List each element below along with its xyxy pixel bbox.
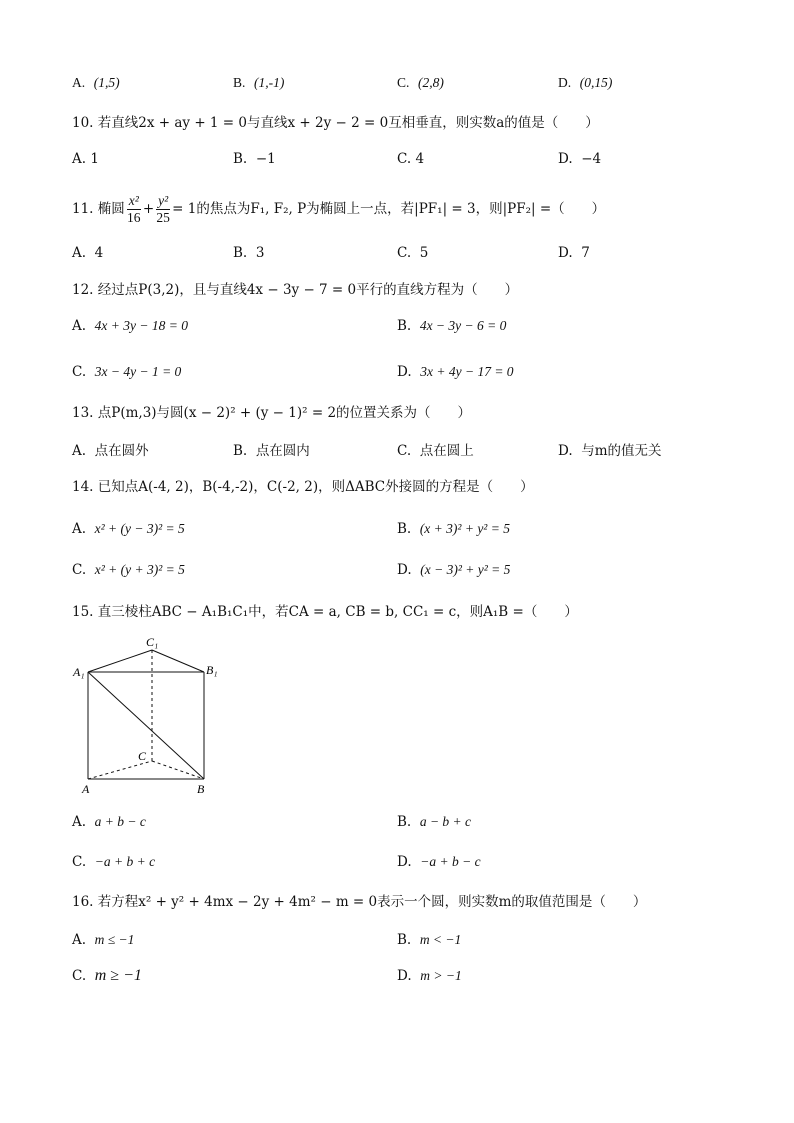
option-text: 1 <box>90 151 99 167</box>
q16-option-a <box>72 930 134 950</box>
option-label: A. <box>72 318 87 334</box>
option-label: B. <box>397 932 412 948</box>
option-text: 点在圆外 <box>94 443 149 459</box>
q13-option-b <box>233 441 310 461</box>
option-text: 3x − 4y − 1 = 0 <box>94 364 182 379</box>
option-label: B. <box>397 814 412 830</box>
q14-option-a <box>72 519 185 539</box>
option-text: (2,8) <box>417 75 444 90</box>
edge-ac-hidden <box>88 761 152 779</box>
option-label: C. <box>72 968 87 984</box>
option-label: B. <box>233 443 248 459</box>
question-13-stem: 13. 点P(m,3)与圆(x − 2)² + (y − 1)² = 2的位置关系为（ ） <box>72 405 472 421</box>
option-label: A. <box>72 151 87 167</box>
option-text: 与m的值无关 <box>581 443 662 459</box>
q14-option-c <box>72 560 185 580</box>
q14-option-b <box>397 519 510 539</box>
question-11-stem <box>72 188 605 230</box>
option-text: m < −1 <box>419 932 462 947</box>
option-label: C. <box>397 75 410 90</box>
option-text: 3x + 4y − 17 = 0 <box>420 364 514 379</box>
option-label: A. <box>72 932 87 948</box>
option-label: A. <box>72 443 87 459</box>
option-text: −4 <box>581 151 602 167</box>
option-text: (1,5) <box>93 75 120 90</box>
option-text: 3 <box>255 245 265 261</box>
fraction-denominator: 25 <box>156 209 170 225</box>
q13-option-a <box>72 441 149 461</box>
option-label: A. <box>72 75 86 90</box>
q10-option-d <box>558 149 601 169</box>
q11-suffix: = 1的焦点为F₁, F₂, P为椭圆上一点，若|PF₁| = 3，则|PF₂| =（ ） <box>172 201 606 217</box>
q10-option-a <box>72 149 99 169</box>
label-b: B <box>197 782 205 796</box>
option-label: C. <box>72 562 87 578</box>
option-text: 点在圆内 <box>255 443 310 459</box>
option-label: B. <box>397 318 412 334</box>
option-text: 5 <box>419 245 429 261</box>
label-c1: C₁ <box>146 636 159 649</box>
q9-option-c <box>397 73 444 93</box>
q9-option-a <box>72 73 120 93</box>
option-label: C. <box>397 443 412 459</box>
option-text: −a + b + c <box>94 854 156 869</box>
q10-option-c <box>397 149 424 169</box>
q13-option-c <box>397 441 474 461</box>
option-text: 4x − 3y − 6 = 0 <box>419 318 507 333</box>
option-label: D. <box>558 245 573 261</box>
option-text: m ≥ −1 <box>94 967 142 984</box>
q16-option-b <box>397 930 461 950</box>
option-label: D. <box>397 364 412 380</box>
question-14-stem: 14. 已知点A(-4, 2)，B(-4,-2)，C(-2, 2)，则ΔABC外接圆的方程是（ ） <box>72 479 534 495</box>
option-label: C. <box>72 364 87 380</box>
option-text: (0,15) <box>579 75 613 90</box>
q12-option-c <box>72 362 181 382</box>
option-label: D. <box>397 968 412 984</box>
option-text: (x − 3)² + y² = 5 <box>420 562 511 577</box>
option-label: A. <box>72 245 87 261</box>
option-text: m ≤ −1 <box>94 932 135 947</box>
option-label: B. <box>233 245 248 261</box>
edge-c1b1 <box>152 650 204 672</box>
q11-option-c <box>397 243 428 263</box>
q10-option-b <box>233 149 276 169</box>
option-text: a − b + c <box>419 814 472 829</box>
q13-option-d <box>558 441 662 461</box>
q15-option-d <box>397 852 481 872</box>
option-label: D. <box>558 443 573 459</box>
fraction-numerator: y² <box>158 192 169 208</box>
q15-option-c <box>72 852 155 872</box>
q11-fraction-2 <box>156 193 170 226</box>
label-a1: A₁ <box>73 665 85 679</box>
q16-option-d <box>397 966 462 986</box>
option-text: 4x + 3y − 18 = 0 <box>94 318 188 333</box>
fraction-denominator: 16 <box>127 209 141 225</box>
option-label: D. <box>397 854 412 870</box>
q12-option-a <box>72 316 188 336</box>
label-c: C <box>138 749 147 763</box>
option-label: D. <box>558 75 572 90</box>
q11-option-b <box>233 243 264 263</box>
option-text: 4 <box>94 245 104 261</box>
q11-fraction-1 <box>127 193 141 226</box>
option-text: (x + 3)² + y² = 5 <box>419 521 510 536</box>
q12-option-b <box>397 316 506 336</box>
option-label: A. <box>72 521 87 537</box>
option-text: x² + (y − 3)² = 5 <box>94 521 185 536</box>
option-text: 4 <box>415 151 425 167</box>
option-label: C. <box>72 854 87 870</box>
question-15-stem: 15. 直三棱柱ABC − A₁B₁C₁中，若CA = a, CB = b, CC₁ = c，则A₁B =（ ） <box>72 604 578 620</box>
edge-a1c1 <box>88 650 152 672</box>
q11-prefix: 11. 椭圆 <box>72 201 125 217</box>
q12-option-d <box>397 362 514 382</box>
option-text: x² + (y + 3)² = 5 <box>94 562 185 577</box>
option-label: D. <box>397 562 412 578</box>
option-text: 7 <box>581 245 590 261</box>
option-label: B. <box>233 151 248 167</box>
option-label: A. <box>72 814 87 830</box>
option-text: m > −1 <box>420 968 462 983</box>
option-label: C. <box>397 245 412 261</box>
label-a: A <box>82 782 90 796</box>
q14-option-d <box>397 560 510 580</box>
q9-option-d <box>558 73 612 93</box>
q15-option-b <box>397 812 471 832</box>
q11-option-a <box>72 243 103 263</box>
prism-figure <box>70 636 230 798</box>
option-label: B. <box>233 75 246 90</box>
option-text: −1 <box>255 151 276 167</box>
option-text: −a + b − c <box>420 854 481 869</box>
option-label: D. <box>558 151 573 167</box>
q11-option-d <box>558 243 590 263</box>
option-text: (1,-1) <box>253 75 285 90</box>
q15-option-a <box>72 812 146 832</box>
option-text: 点在圆上 <box>419 443 474 459</box>
edge-cb-hidden <box>152 761 204 779</box>
question-16-stem: 16. 若方程x² + y² + 4mx − 2y + 4m² − m = 0表示一个圆，则实数m的取值范围是（ ） <box>72 894 647 910</box>
q11-plus: + <box>142 201 155 217</box>
q9-option-b <box>233 73 284 93</box>
question-10-stem: 10. 若直线2x + ay + 1 = 0与直线x + 2y − 2 = 0互相垂直，则实数a的值是（ ） <box>72 115 599 131</box>
label-b1: B₁ <box>206 663 218 677</box>
fraction-numerator: x² <box>128 192 139 208</box>
q16-option-c <box>72 966 142 986</box>
question-12-stem: 12. 经过点P(3,2)，且与直线4x − 3y − 7 = 0平行的直线方程为（ ） <box>72 282 519 298</box>
option-label: B. <box>397 521 412 537</box>
option-label: C. <box>397 151 412 167</box>
option-text: a + b − c <box>94 814 146 829</box>
